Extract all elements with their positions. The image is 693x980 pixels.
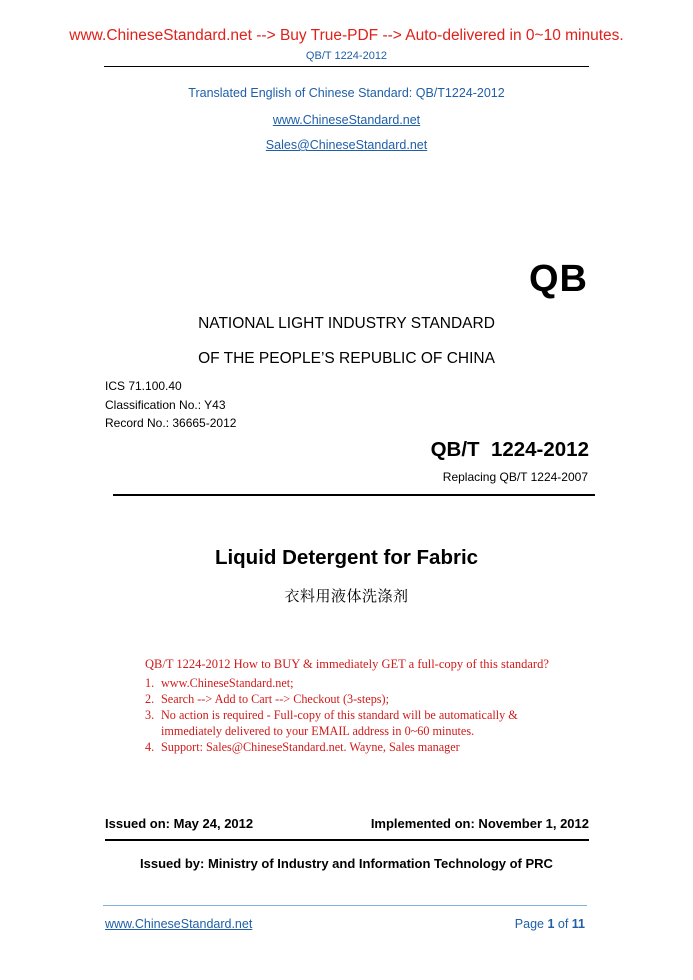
implemented-date: Implemented on: November 1, 2012 — [370, 816, 589, 831]
standard-code: QB/T 1224-2012 — [430, 438, 589, 461]
header-divider — [104, 66, 589, 67]
email-link-row — [0, 136, 693, 154]
step-text: Support: Sales@ChineseStandard.net. Wayne, Sales manager — [161, 740, 460, 754]
replacing-note: Replacing QB/T 1224-2007 — [442, 470, 588, 484]
issued-date: Issued on: May 24, 2012 — [105, 816, 254, 831]
step-text: Search --> Add to Cart --> Checkout (3-steps); — [161, 692, 389, 706]
issuing-authority: Issued by: Ministry of Industry and Information Technology of PRC — [140, 856, 553, 871]
purchase-step — [145, 707, 595, 739]
document-title: Liquid Detergent for Fabric — [214, 546, 479, 569]
page-prefix: Page — [514, 917, 548, 931]
step-number: 1. — [145, 676, 155, 690]
dates-divider — [105, 839, 589, 841]
national-standard-line2: OF THE PEOPLE’S REPUBLIC OF CHINA — [198, 350, 495, 367]
step-text: No action is required - Full-copy of this standard will be automatically & — [161, 708, 518, 722]
step-number: 4. — [145, 740, 155, 754]
footer-divider — [103, 905, 587, 906]
site-link-row — [0, 111, 693, 129]
purchase-heading: QB/T 1224-2012 How to BUY & immediately GET a full-copy of this standard? — [145, 657, 549, 671]
purchase-steps — [145, 675, 595, 755]
classification-number: Classification No.: Y43 — [105, 398, 226, 412]
purchase-step — [145, 739, 595, 755]
step-number: 3. — [145, 708, 155, 722]
purchase-instructions — [145, 657, 595, 755]
top-banner: www.ChineseStandard.net --> Buy True-PDF --> Auto-delivered in 0~10 minutes. — [69, 27, 624, 44]
purchase-step — [145, 675, 595, 691]
record-number: Record No.: 36665-2012 — [105, 416, 237, 430]
national-standard-line1: NATIONAL LIGHT INDUSTRY STANDARD — [198, 315, 495, 332]
site-link[interactable]: www.ChineseStandard.net — [272, 113, 421, 127]
ics-code: ICS 71.100.40 — [105, 379, 182, 393]
document-title-chinese: 衣料用液体洗涤剂 — [284, 588, 409, 605]
page-total: 11 — [571, 917, 585, 931]
page-current: 1 — [547, 917, 555, 931]
page-of: of — [554, 917, 572, 931]
translated-note: Translated English of Chinese Standard: QB/T1224-2012 — [188, 86, 505, 100]
email-link[interactable]: Sales@ChineseStandard.net — [265, 138, 428, 152]
page-indicator — [515, 917, 585, 931]
qb-logo: QB — [529, 258, 588, 300]
step-number: 2. — [145, 692, 155, 706]
purchase-step — [145, 691, 595, 707]
step-text[interactable]: www.ChineseStandard.net; — [161, 676, 294, 690]
header-standard-code: QB/T 1224-2012 — [305, 50, 388, 62]
title-divider — [113, 494, 595, 496]
step-text-continued: immediately delivered to your EMAIL address in 0~60 minutes. — [161, 724, 475, 738]
footer-site-link[interactable]: www.ChineseStandard.net — [105, 917, 253, 931]
